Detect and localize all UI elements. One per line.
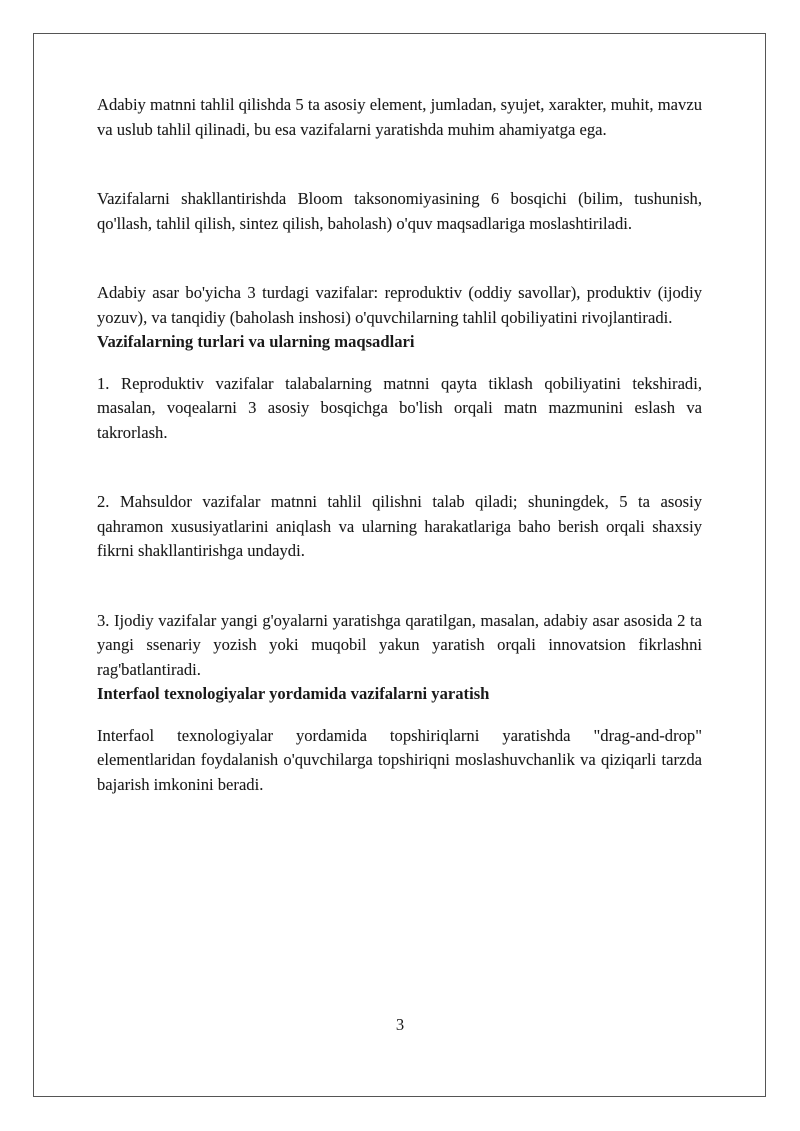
list-item-reproductive: 1. Reproduktiv vazifalar talabalarning matnni qayta tiklash qobiliyatini tekshiradi, masalan, voqealarni 3 asosiy bosqichga bo'lish orqali matn mazmunini eslash va takrorlash. — [97, 373, 702, 442]
page-number: 3 — [395, 1015, 405, 1034]
paragraph-task-types: Adabiy asar bo'yicha 3 turdagi vazifalar: reproduktiv (oddiy savollar), produktiv (ijodiy yozuv), va tanqidiy (baholash inshosi) o'quvchilarning tahlil qobiliyatini rivojlantiradi. — [97, 283, 702, 327]
paragraph-interactive-tech: Interfaol texnologiyalar yordamida topshiriqlarni yaratishda "drag-and-drop" elementlaridan foydalanish o'quvchilarga topshiriqni moslashuvchanlik va qiziqarli tarzda bajarish imkonini beradi. — [97, 725, 702, 794]
paragraph-literary-elements: Adabiy matnni tahlil qilishda 5 ta asosiy element, jumladan, syujet, xarakter, muhit, mavzu va uslub tahlil qilinadi, bu esa vazifalarni yaratishda muhim ahamiyatga ega. — [97, 95, 702, 139]
section-heading-task-types: Vazifalarning turlari va ularning maqsadlari — [97, 332, 415, 351]
page-content — [97, 93, 702, 797]
section-heading-interactive: Interfaol texnologiyalar yordamida vazifalarni yaratish — [97, 684, 490, 703]
list-item-creative: 3. Ijodiy vazifalar yangi g'oyalarni yaratishga qaratilgan, masalan, adabiy asar asosida 2 ta yangi ssenariy yozish yoki muqobil yakun yaratish orqali innovatsion fikrlashni rag'batlantiradi. — [97, 610, 702, 679]
paragraph-bloom-taxonomy: Vazifalarni shakllantirishda Bloom taksonomiyasining 6 bosqichi (bilim, tushunish, qo'llash, tahlil qilish, sintez qilish, baholash) o'quv maqsadlariga moslashtiriladi. — [97, 189, 702, 233]
list-item-productive: 2. Mahsuldor vazifalar matnni tahlil qilishni talab qiladi; shuningdek, 5 ta asosiy qahramon xususiyatlarini aniqlash va ularning harakatlariga baho berish orqali shaxsiy fikrni shakllantirishga undaydi. — [97, 492, 702, 560]
